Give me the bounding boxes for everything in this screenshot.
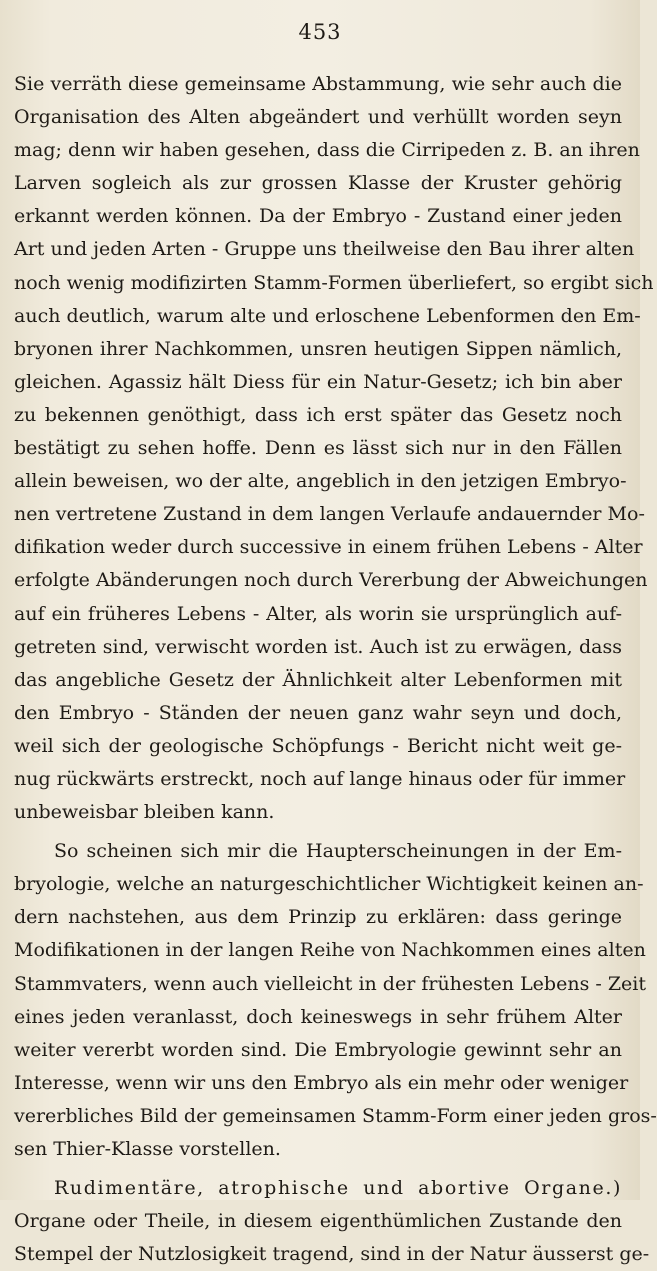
text-line: den Embryo - Ständen der neuen ganz wahr seyn und doch, xyxy=(14,701,622,724)
text-line: zu bekennen genöthigt, dass ich erst später das Gesetz noch xyxy=(14,403,622,426)
text-line: Organisation des Alten abgeändert und verhüllt worden seyn xyxy=(14,106,622,129)
text-line: auch deutlich, warum alte und erloschene Lebenformen den Em- xyxy=(14,304,641,327)
text-line: vererbliches Bild der gemeinsamen Stamm-Form einer jeden gros- xyxy=(14,1104,657,1127)
paragraph-3 xyxy=(14,1172,650,1271)
text-line: das angebliche Gesetz der Ähnlichkeit alter Lebenformen mit xyxy=(14,668,622,691)
text-line: mag; denn wir haben gesehen, dass die Cirripeden z. B. an ihren xyxy=(14,139,640,162)
text-line: Sie verräth diese gemeinsame Abstammung, wie sehr auch die xyxy=(14,73,622,95)
text-line: dern nachstehen, aus dem Prinzip zu erklären: dass geringe xyxy=(14,906,622,929)
text-line: weil sich der geologische Schöpfungs - Bericht nicht weit ge- xyxy=(14,734,622,757)
text-line: Stempel der Nutzlosigkeit tragend, sind in der Natur äusserst ge- xyxy=(14,1243,650,1266)
text-line: nen vertretene Zustand in dem langen Verlaufe andauernder Mo- xyxy=(14,503,645,526)
page-number: 453 xyxy=(298,20,342,44)
text-line: Art und jeden Arten - Gruppe uns theilweise den Bau ihrer alten xyxy=(14,238,635,261)
text-line: nug rückwärts erstreckt, noch auf lange hinaus oder für immer xyxy=(14,767,626,790)
text-line: auf ein früheres Lebens - Alter, als worin sie ursprünglich auf- xyxy=(14,602,622,625)
paragraph-1 xyxy=(14,68,654,829)
text-line: unbeweisbar bleiben kann. xyxy=(14,801,275,824)
text-line: erfolgte Abänderungen noch durch Vererbung der Abweichungen xyxy=(14,569,648,592)
text-line: Larven sogleich als zur grossen Klasse der Kruster gehörig xyxy=(14,172,622,195)
text-line: Stammvaters, wenn auch vielleicht in der frühesten Lebens - Zeit xyxy=(14,972,646,995)
paragraph-2 xyxy=(14,835,657,1166)
text-line: noch wenig modifizirten Stamm-Formen überliefert, so ergibt sich xyxy=(14,271,654,294)
text-line: bryologie, welche an naturgeschichtlicher Wichtigkeit keinen an- xyxy=(14,873,644,896)
section-heading-line: Rudimentäre, atrophische und abortive Organe.) xyxy=(54,1177,622,1200)
text-line: getreten sind, verwischt worden ist. Auch ist zu erwägen, dass xyxy=(14,635,622,658)
text-line: allein beweisen, wo der alte, angeblich in den jetzigen Embryo- xyxy=(14,470,627,493)
text-line: eines jeden veranlasst, doch keineswegs in sehr frühem Alter xyxy=(14,1005,622,1028)
text-line: bestätigt zu sehen hoffe. Denn es lässt sich nur in den Fällen xyxy=(14,437,622,460)
text-line: Modifikationen in der langen Reihe von Nachkommen eines alten xyxy=(14,939,646,962)
text-line: bryonen ihrer Nachkommen, unsren heutigen Sippen nämlich, xyxy=(14,337,622,360)
text-line: Organe oder Theile, in diesem eigenthümlichen Zustande den xyxy=(14,1210,622,1233)
text-line: So scheinen sich mir die Haupterscheinungen in der Em- xyxy=(54,840,622,863)
text-line: gleichen. Agassiz hält Diess für ein Natur-Gesetz; ich bin aber xyxy=(14,370,622,393)
body-text xyxy=(14,68,657,1271)
text-line: difikation weder durch successive in einem frühen Lebens - Alter xyxy=(14,536,643,559)
text-line: weiter vererbt worden sind. Die Embryologie gewinnt sehr an xyxy=(14,1038,622,1061)
text-line: Interesse, wenn wir uns den Embryo als ein mehr oder weniger xyxy=(14,1071,629,1094)
text-line: sen Thier-Klasse vorstellen. xyxy=(14,1138,281,1160)
text-line: erkannt werden können. Da der Embryo - Zustand einer jeden xyxy=(14,205,622,228)
